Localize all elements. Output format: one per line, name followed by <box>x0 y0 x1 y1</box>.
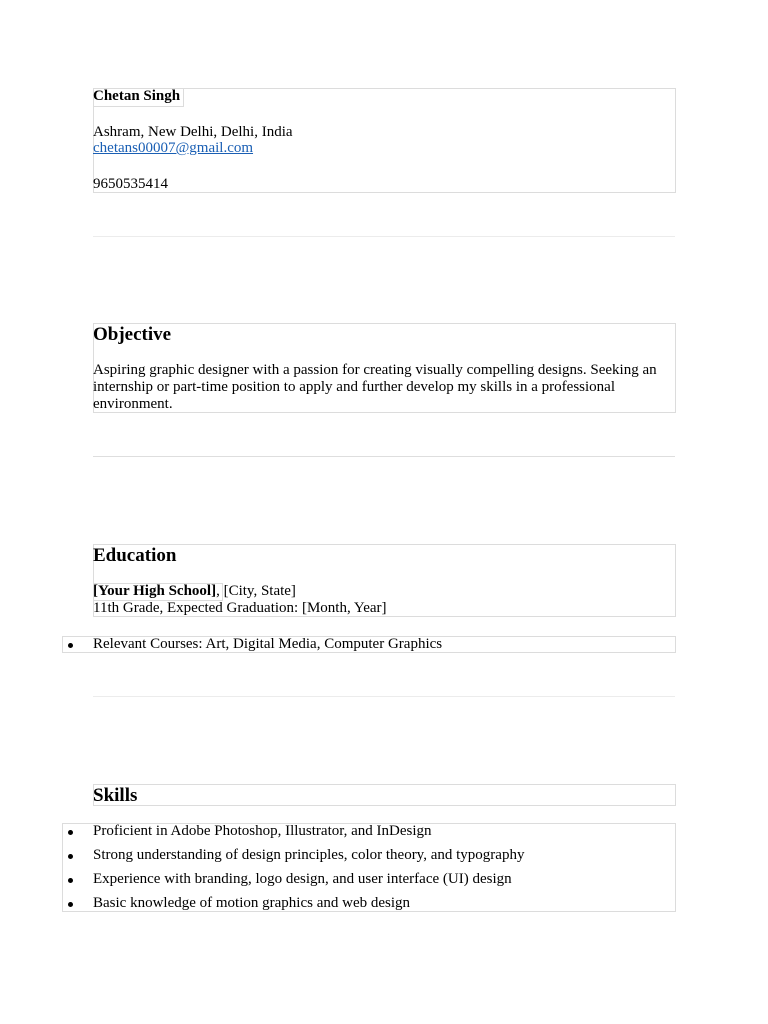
bullet-icon <box>68 643 73 648</box>
list-item: Relevant Courses: Art, Digital Media, Computer Graphics <box>93 636 443 652</box>
phone-number: 9650535414 <box>93 176 168 192</box>
candidate-name: Chetan Singh <box>93 88 181 104</box>
bullet-icon <box>68 854 73 859</box>
education-heading: Education <box>93 545 177 566</box>
list-item: Proficient in Adobe Photoshop, Illustrator, and InDesign <box>93 823 432 839</box>
objective-heading: Objective <box>93 324 172 345</box>
list-item: Strong understanding of design principles, color theory, and typography <box>93 847 525 863</box>
skills-heading-box <box>93 784 676 806</box>
objective-text: Aspiring graphic designer with a passion for creating visually compelling designs. Seeking an internship or part-time position to apply and further develop my skills in a professional environment. <box>93 362 657 412</box>
list-item: Basic knowledge of motion graphics and web design <box>93 895 411 911</box>
skills-heading: Skills <box>93 785 138 806</box>
school-location: , [City, State] <box>216 583 296 599</box>
section-divider <box>93 236 675 237</box>
school-name: [Your High School] <box>93 583 217 599</box>
list-item: Experience with branding, logo design, and user interface (UI) design <box>93 871 512 887</box>
bullet-icon <box>68 878 73 883</box>
grade-line: 11th Grade, Expected Graduation: [Month, Year] <box>93 600 387 616</box>
email-link[interactable]: chetans00007@gmail.com <box>93 140 254 156</box>
section-divider <box>93 696 675 697</box>
address: Ashram, New Delhi, Delhi, India <box>93 124 293 140</box>
bullet-icon <box>68 830 73 835</box>
section-divider <box>93 456 675 457</box>
bullet-icon <box>68 902 73 907</box>
school-line <box>93 583 296 600</box>
